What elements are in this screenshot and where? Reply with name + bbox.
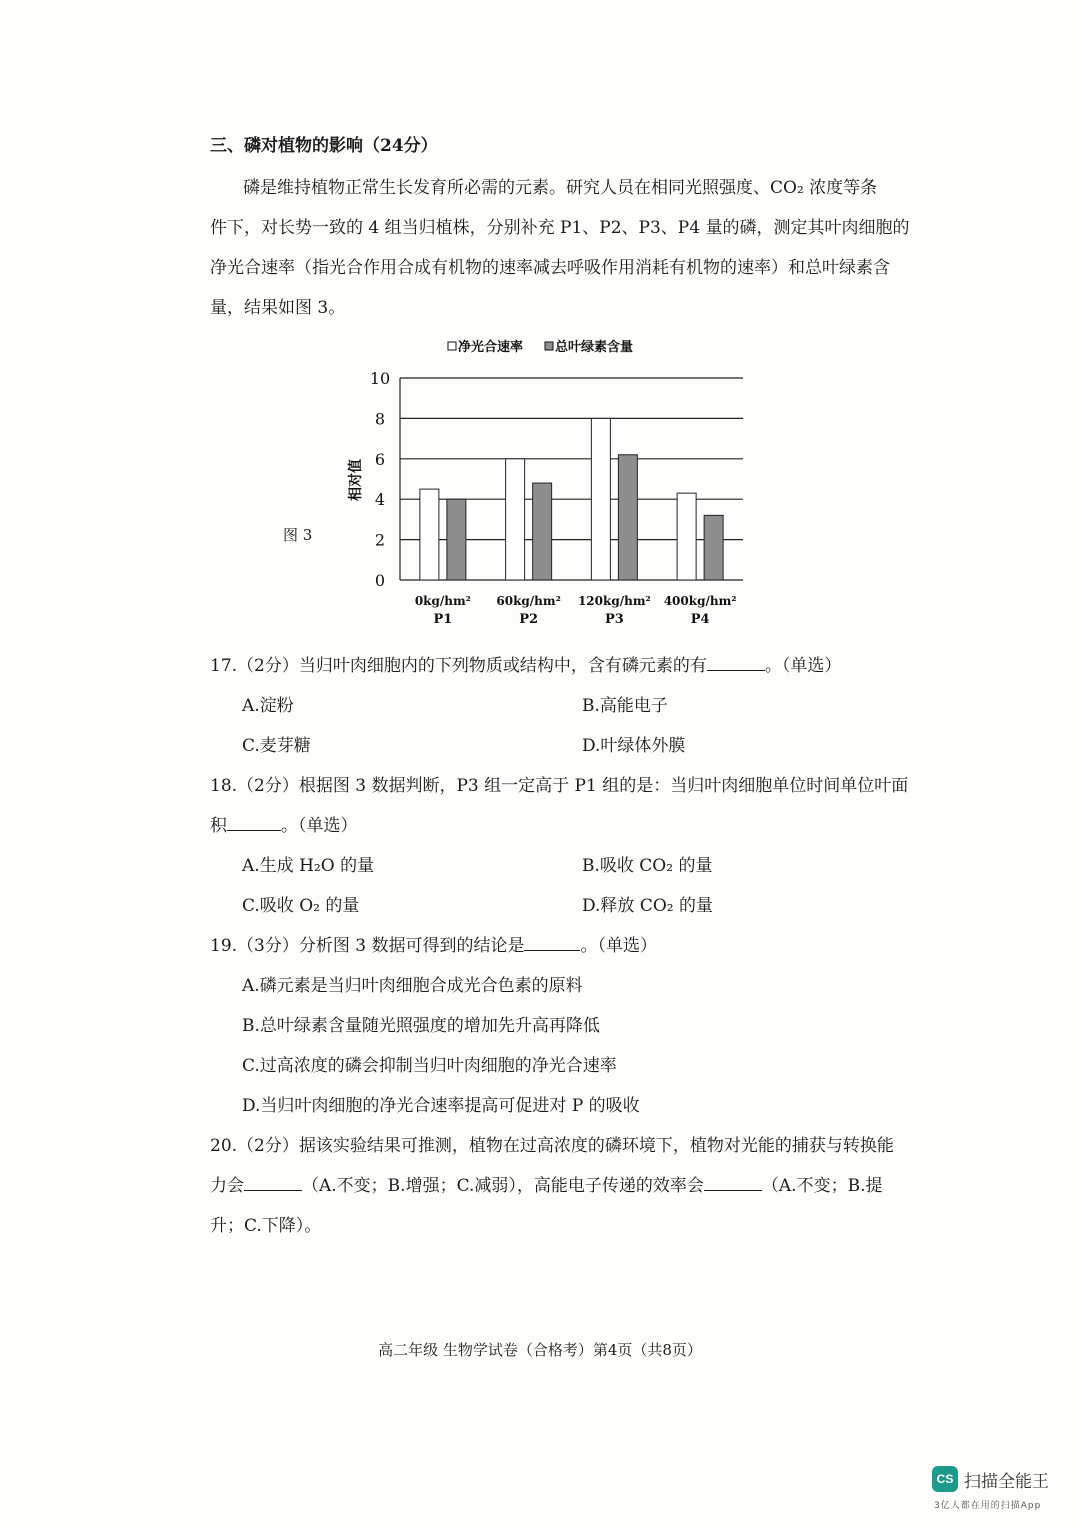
question-20-tail: （A.不变；B.提 <box>761 1176 883 1196</box>
question-20-line-2 <box>210 1174 882 1198</box>
q17-option-a: A.淀粉 <box>242 696 294 716</box>
bar <box>704 515 723 580</box>
question-20-line-3: 升；C.下降）。 <box>210 1216 322 1236</box>
question-17 <box>210 654 841 678</box>
question-19 <box>210 934 657 958</box>
q17-option-b: B.高能电子 <box>582 696 668 716</box>
question-20-line-1: 20.（2分）据该实验结果可推测，植物在过高浓度的磷环境下，植物对光能的捕获与转换能 <box>210 1136 894 1156</box>
question-20-mid: （A.不变；B.增强；C.减弱），高能电子传递的效率会 <box>302 1176 704 1196</box>
answer-blank[interactable] <box>524 934 580 951</box>
question-18-line-1: 18.（2分）根据图 3 数据判断，P3 组一定高于 P1 组的是：当归叶肉细胞单位时间单位叶面 <box>210 776 909 796</box>
x-tick-label: 0kg/hm² <box>414 594 471 608</box>
answer-blank[interactable] <box>244 1174 302 1191</box>
y-tick-label: 6 <box>374 449 386 469</box>
answer-blank[interactable] <box>707 654 765 671</box>
q17-option-c: C.麦芽糖 <box>242 736 311 756</box>
legend-swatch <box>545 342 553 350</box>
watermark-app-name: 扫描全能王 <box>964 1472 1049 1492</box>
bar <box>420 489 439 580</box>
watermark-tagline: 3亿人都在用的扫描App <box>934 1501 1042 1511</box>
camscanner-logo-icon: CS <box>932 1466 958 1492</box>
q18-option-d: D.释放 CO₂ 的量 <box>582 896 713 916</box>
q17-option-d: D.叶绿体外膜 <box>582 736 686 756</box>
y-tick-label: 0 <box>374 571 386 590</box>
bar <box>447 499 466 580</box>
x-group-label: P3 <box>604 612 624 627</box>
y-tick-label: 10 <box>369 369 391 388</box>
intro-line-3: 净光合速率（指光合作用合成有机物的速率减去呼吸作用消耗有机物的速率）和总叶绿素含 <box>210 258 890 278</box>
y-tick-label: 4 <box>374 490 386 510</box>
section-title: 三、磷对植物的影响（24分） <box>210 136 438 156</box>
x-group-label: P1 <box>433 612 453 627</box>
scanner-watermark <box>932 1466 1062 1516</box>
q19-option-b: B.总叶绿素含量随光照强度的增加先升高再降低 <box>242 1016 600 1036</box>
bar <box>533 483 552 580</box>
q18-option-c: C.吸收 O₂ 的量 <box>242 896 360 916</box>
answer-blank[interactable] <box>227 814 281 831</box>
question-19-stem: 19.（3分）分析图 3 数据可得到的结论是 <box>210 936 525 956</box>
q19-option-c: C.过高浓度的磷会抑制当归叶肉细胞的净光合速率 <box>242 1056 617 1076</box>
q19-option-a: A.磷元素是当归叶肉细胞合成光合色素的原料 <box>242 976 583 996</box>
y-axis-label: 相对值 <box>348 459 364 501</box>
page-footer: 高二年级 生物学试卷（合格考）第4页（共8页） <box>378 1341 702 1359</box>
x-tick-label: 400kg/hm² <box>663 594 737 608</box>
answer-blank[interactable] <box>704 1174 762 1191</box>
q18-option-b: B.吸收 CO₂ 的量 <box>582 856 713 876</box>
bar-chart <box>270 335 770 635</box>
legend-label: 总叶绿素含量 <box>555 340 634 355</box>
x-group-label: P4 <box>690 612 710 627</box>
figure-label: 图 3 <box>283 526 313 544</box>
y-tick-label: 8 <box>374 409 386 429</box>
question-17-suffix: 。（单选） <box>764 656 842 676</box>
question-20-stem2: 力会 <box>210 1176 244 1196</box>
y-tick-label: 2 <box>374 530 386 550</box>
q19-option-d: D.当归叶肉细胞的净光合速率提高可促进对 P 的吸收 <box>242 1096 640 1116</box>
x-tick-label: 60kg/hm² <box>496 594 561 608</box>
question-19-suffix: 。（单选） <box>580 936 657 956</box>
bar <box>618 455 637 580</box>
q18-option-a: A.生成 H₂O 的量 <box>242 856 375 876</box>
intro-line-2: 件下，对长势一致的 4 组当归植株，分别补充 P1、P2、P3、P4 量的磷，测定其叶肉细胞的 <box>210 218 910 238</box>
bar <box>591 418 610 580</box>
question-17-stem: 17.（2分）当归叶肉细胞内的下列物质或结构中，含有磷元素的有 <box>210 656 707 676</box>
question-18-suffix: 。（单选） <box>281 816 358 836</box>
intro-line-4: 量，结果如图 3。 <box>210 298 346 318</box>
bar <box>506 459 525 580</box>
question-18-line-2 <box>210 814 358 838</box>
bar <box>677 493 696 580</box>
legend-swatch <box>448 342 456 350</box>
question-18-stem2: 积 <box>210 816 227 836</box>
legend-label: 净光合速率 <box>458 340 524 355</box>
x-tick-label: 120kg/hm² <box>577 594 651 608</box>
x-group-label: P2 <box>519 612 539 627</box>
intro-line-1: 磷是维持植物正常生长发育所必需的元素。研究人员在相同光照强度、CO₂ 浓度等条 <box>243 178 878 198</box>
